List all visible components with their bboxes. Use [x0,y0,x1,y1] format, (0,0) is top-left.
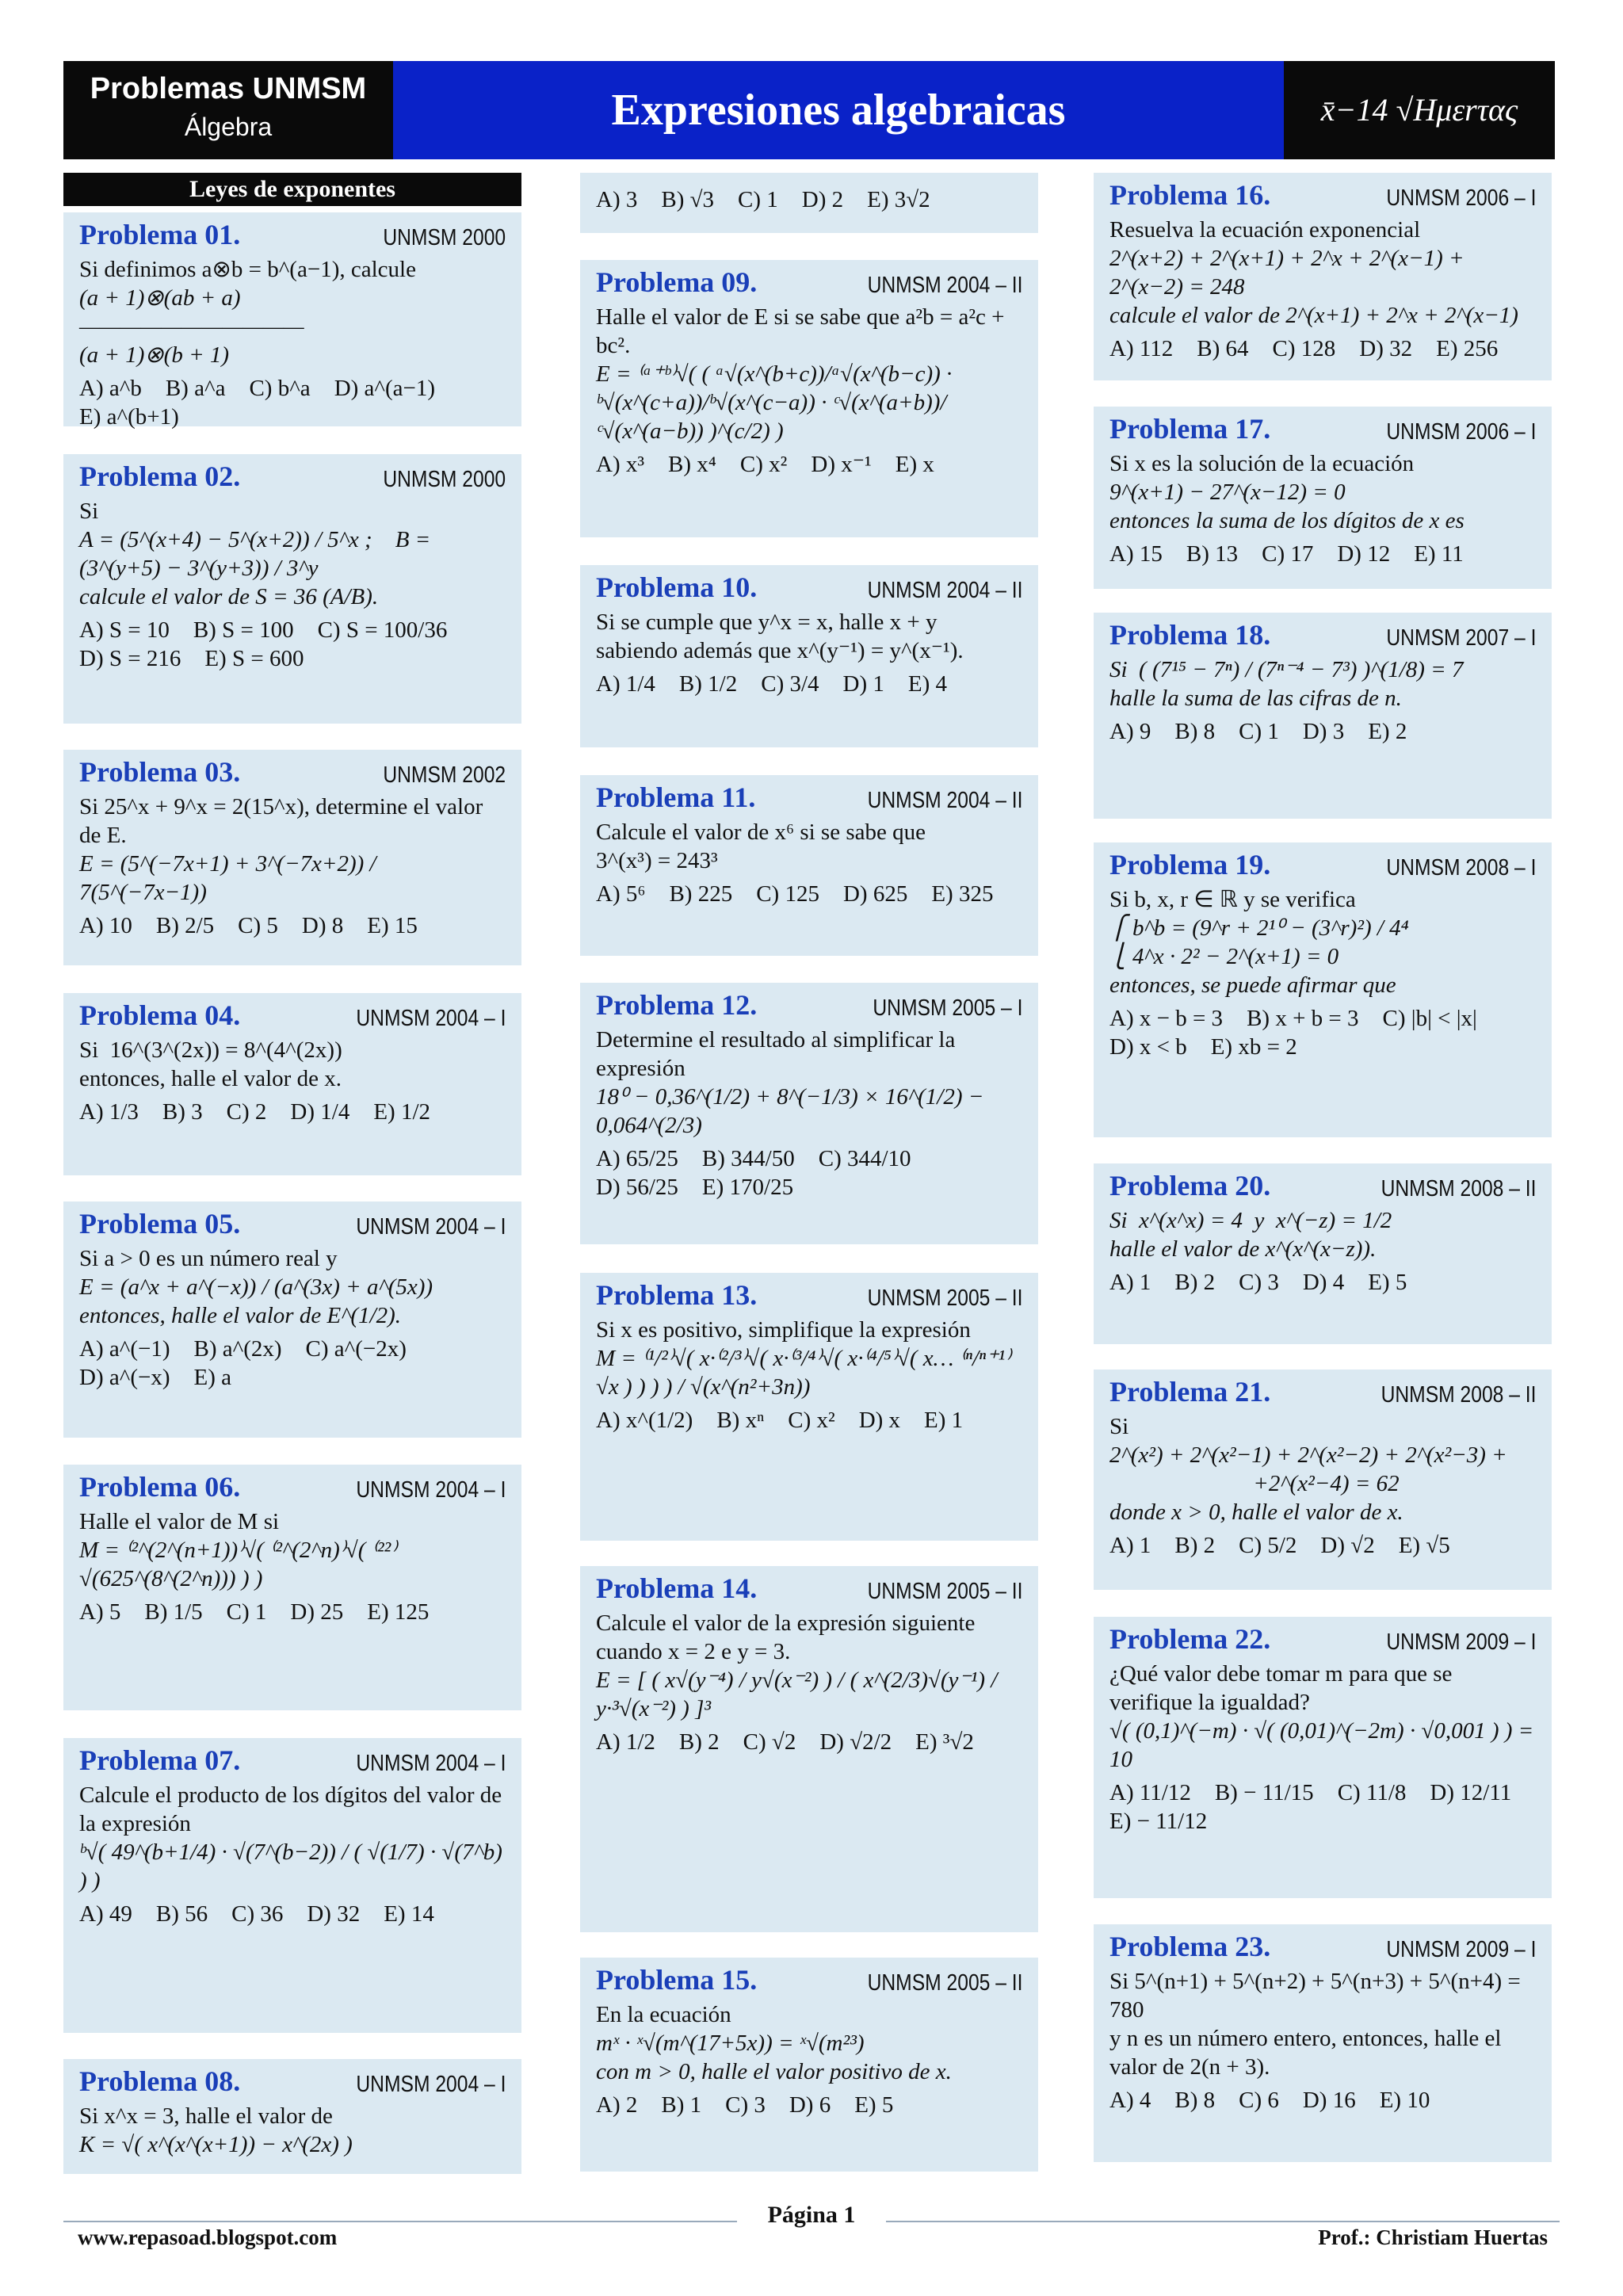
answer-option: A) S = 10 [79,617,170,643]
answer-options [596,1406,1022,1435]
problem-equation: 2^(x+2) + 2^(x+1) + 2^x + 2^(x−1) + 2^(x−2) = 248 calcule el valor de 2^(x+1) + 2^x + 2^(x−1) [1109,246,1518,328]
problem-box-02 [63,454,521,724]
problem-title: Problema 01. [79,219,241,250]
problem-source: UNMSM 2007 – I [1385,625,1536,651]
problem-header [1109,1377,1536,1412]
answer-option: B) 1/5 [144,1599,203,1625]
answer-option: D) 56/25 [596,1175,678,1200]
problem-source: UNMSM 2004 – II [867,788,1022,813]
problem-equation: 18⁰ − 0,36^(1/2) + 8^(−1/3) × 16^(1/2) − 0,064^(2/3) [596,1084,990,1138]
problem-statement: Si [79,499,99,524]
problem-source: UNMSM 2005 – II [867,1286,1022,1311]
answer-options [596,450,1022,479]
answer-option: C) |b| < |x| [1382,1006,1477,1031]
problem-title: Problema 13. [596,1279,758,1311]
problem-statement: En la ecuación [596,2002,731,2027]
answer-option: C) 1 [738,187,778,212]
answer-option: C) x² [739,452,788,477]
answer-options [79,1598,506,1626]
problem-header [79,2067,506,2102]
problem-source: UNMSM 2006 – I [1385,185,1536,211]
problem-statement: Si 5^(n+1) + 5^(n+2) + 5^(n+3) + 5^(n+4) = 780 y n es un número entero, entonces, halle el valor de 2(n + 3). [1109,1969,1521,2080]
answer-options [79,911,506,940]
problem-title: Problema 22. [1109,1623,1271,1655]
problem-box-01 [63,212,521,430]
problem-statement: ¿Qué valor debe tomar m para que se verifique la igualdad? [1109,1661,1458,1715]
answer-option: E) 325 [931,881,994,907]
problem-box-21 [1094,1370,1552,1590]
answer-option: D) x [858,1408,901,1433]
answer-option: C) a^(−2x) [305,1336,407,1362]
answer-options [1109,717,1536,746]
answer-options [596,1144,1022,1201]
problem-title: Problema 17. [1109,413,1271,445]
answer-option: B) x + b = 3 [1247,1006,1359,1031]
problem-header [79,462,506,497]
problem-equation: (a + 1)⊗(ab + a) ——————————— (a + 1)⊗(b + 1) [79,285,304,368]
answer-option: C) 1 [226,1599,267,1625]
problem-equation: Si ( (7¹⁵ − 7ⁿ) / (7ⁿ⁻⁴ − 7³) )^(1/8) = 7 halle la suma de las cifras de n. [1109,657,1464,711]
problem-equation: M = ⁽²^(2^(n+1))⁾√( ⁽²^(2^n)⁾√( ⁽²²⁾√(625^(8^(2^n))) ) ) [79,1538,397,1591]
answer-option: A) x³ [596,452,645,477]
problem-header [79,220,506,255]
problem-statement: Si 25^x + 9^x = 2(15^x), determine el valor de E. [79,794,489,848]
answer-options [79,1098,506,1126]
answer-option: C) 125 [756,881,819,907]
problem-title: Problema 10. [596,571,758,603]
header-subject: Álgebra [184,113,273,141]
answer-option: A) 1/4 [596,671,655,697]
answer-option: D) 25 [290,1599,344,1625]
answer-options [79,374,506,431]
answer-option: B) − 11/15 [1214,1780,1314,1805]
problem-header [79,1209,506,1244]
answer-option: D) x⁻¹ [811,452,872,477]
answer-options [596,185,1022,214]
problem-box-20 [1094,1163,1552,1344]
answer-options [1109,1778,1536,1836]
answer-option: D) 12 [1337,541,1391,567]
problem-statement: Calcule el valor de la expresión siguiente cuando x = 2 e y = 3. [596,1610,981,1664]
answer-option: D) √2/2 [819,1729,892,1755]
problem-source: UNMSM 2005 – II [867,1970,1022,1996]
problem-statement: Si a > 0 es un número real y [79,1246,338,1271]
answer-option: E) S = 600 [204,646,304,671]
problem-title: Problema 05. [79,1208,241,1240]
problem-source: UNMSM 2008 – II [1381,1382,1536,1408]
answer-options [79,616,506,673]
answer-option: C) x² [788,1408,835,1433]
answer-option: B) 13 [1186,541,1239,567]
answer-option: E) √5 [1398,1533,1450,1558]
answer-option: C) 1 [1239,719,1279,744]
problem-header [596,268,1022,303]
answer-option: B) a^(2x) [193,1336,282,1362]
answer-options [596,670,1022,698]
answer-option: E) 2 [1368,719,1407,744]
problem-equation: √( (0,1)^(−m) · √( (0,01)^(−2m) · √0,001 ) ) = 10 [1109,1718,1540,1772]
problem-source: UNMSM 2004 – I [355,1477,506,1503]
problem-box-06 [63,1465,521,1710]
answer-option: C) 2 [226,1099,267,1125]
answer-option: B) xⁿ [716,1408,765,1433]
problem-statement: Calcule el producto de los dígitos del valor de la expresión [79,1782,508,1836]
answer-option: D) a^(a−1) [334,376,436,401]
problem-source: UNMSM 2006 – I [1385,419,1536,445]
problem-equation: E = (a^x + a^(−x)) / (a^(3x) + a^(5x)) entonces, halle el valor de E^(1/2). [79,1274,433,1328]
answer-option: C) 5/2 [1239,1533,1297,1558]
answer-option: B) 8 [1174,719,1216,744]
answer-option: C) 11/8 [1337,1780,1407,1805]
answer-option: D) 1 [842,671,884,697]
answer-option: E) x [895,452,934,477]
answer-option: A) 1/2 [596,1729,655,1755]
answer-option: B) a^a [165,376,226,401]
answer-option: B) √3 [661,187,715,212]
problem-box-08 [63,2059,521,2174]
answer-option: A) 65/25 [596,1146,678,1171]
problem-title: Problema 03. [79,756,241,788]
problem-source: UNMSM 2005 – I [872,995,1022,1021]
problem-header [596,1574,1022,1609]
problem-source: UNMSM 2002 [383,762,506,788]
problem-header [1109,1932,1536,1967]
problem-title: Problema 14. [596,1572,758,1604]
answer-option: D) a^(−x) [79,1365,170,1390]
answer-option: E) 10 [1379,2088,1430,2113]
answer-option: D) 1/4 [290,1099,350,1125]
problem-equation: E = ⁽ᵃ⁺ᵇ⁾√( ( ᵃ√(x^(b+c))/ᵃ√(x^(b−c)) · ᵇ√(x^(c+a))/ᵇ√(x^(c−a)) · ᶜ√(x^(a+b))/ᶜ√(x^(a−b)) )^(c/2) ) [596,361,958,444]
problem-box-15 [580,1958,1038,2172]
answer-option: D) 8 [301,913,344,938]
answer-option: D) 6 [789,2092,831,2118]
answer-option: B) 344/50 [701,1146,795,1171]
problem-box-19 [1094,842,1552,1137]
answer-option: E) 4 [907,671,948,697]
page-number: Página 1 [767,2202,856,2228]
answer-option: D) 2 [801,187,844,212]
problem-source: UNMSM 2004 – I [355,1006,506,1031]
problem-title: Problema 16. [1109,179,1271,211]
header-left-block [63,61,393,159]
problem-header [1109,850,1536,885]
answer-option: A) a^(−1) [79,1336,170,1362]
answer-option: C) 6 [1239,2088,1279,2113]
problem-header [79,1473,506,1507]
problem-statement: Si x^x = 3, halle el valor de [79,2103,333,2129]
answer-option: E) 5 [854,2092,894,2118]
answer-option: E) 15 [367,913,418,938]
problem-title: Problema 02. [79,460,241,492]
problem-source: UNMSM 2004 – I [355,1751,506,1776]
problem-title: Problema 07. [79,1744,241,1776]
footer-author: Prof.: Christiam Huertas [1318,2225,1548,2249]
answer-option: A) 4 [1109,2088,1151,2113]
answer-option: E) 3√2 [867,187,930,212]
answer-option: B) 64 [1197,336,1249,361]
answer-option: A) 3 [596,187,638,212]
answer-options [1109,1268,1536,1297]
problem-title: Problema 11. [596,781,756,813]
answer-option: E) a [193,1365,231,1390]
problem-header [79,758,506,793]
problem-source: UNMSM 2004 – I [355,2072,506,2097]
problem-title: Problema 21. [1109,1376,1271,1408]
answer-option: D) 625 [842,881,908,907]
problem-statement: Calcule el valor de x⁶ si se sabe que 3^(x³) = 243³ [596,819,926,873]
section-title: Leyes de exponentes [63,173,521,206]
answer-option: A) 5 [79,1599,121,1625]
problem-box-07 [63,1738,521,2033]
answer-option: C) S = 100/36 [317,617,448,643]
problem-box-10 [580,565,1038,747]
problem-source: UNMSM 2009 – I [1385,1629,1536,1655]
answer-options [596,2091,1022,2119]
answer-option: C) b^a [249,376,311,401]
answer-option: A) 15 [1109,541,1163,567]
problem-box-11 [580,775,1038,956]
answer-options [596,880,1022,908]
answer-option: A) 11/12 [1109,1780,1191,1805]
problem-header [596,991,1022,1026]
problem-title: Problema 23. [1109,1931,1271,1962]
answer-option: D) 16 [1302,2088,1356,2113]
answer-options [79,1900,506,1928]
answer-option: C) 3/4 [761,671,819,697]
answer-options [1109,540,1536,568]
problem-header [1109,1171,1536,1206]
answer-option: E) 1 [924,1408,964,1433]
problem-box-12 [580,983,1038,1244]
problem-statement: Si x es la solución de la ecuación [1109,451,1415,476]
problem-title: Problema 06. [79,1471,241,1503]
problem-title: Problema 15. [596,1964,758,1996]
answer-option: E) 125 [367,1599,430,1625]
problem-box-14 [580,1566,1038,1932]
answer-option: C) 344/10 [818,1146,911,1171]
problem-source: UNMSM 2008 – I [1385,855,1536,881]
answer-option: B) 225 [669,881,733,907]
answer-option: E) ³√2 [915,1729,974,1755]
problem-box-17 [1094,407,1552,589]
answer-option: B) 2/5 [155,913,215,938]
header-main-title: Expresiones algebraicas [393,61,1284,159]
problem-box-05 [63,1201,521,1438]
answer-option: E) 1/2 [373,1099,431,1125]
answer-options [79,1335,506,1392]
answer-option: D) 32 [1359,336,1413,361]
answer-option: A) 1 [1109,1533,1151,1558]
answer-option: B) S = 100 [193,617,294,643]
problem-box-16 [1094,173,1552,380]
problem-header [1109,1625,1536,1660]
answer-option: E) 256 [1436,336,1499,361]
problem-equation: ᵇ√( 49^(b+1/4) · √(7^(b−2)) / ( √(1/7) · √(7^b) ) ) [79,1839,509,1893]
answer-option: A) 112 [1109,336,1174,361]
problem-statement: Si se cumple que y^x = x, halle x + y sabiendo además que x^(y⁻¹) = y^(x⁻¹). [596,609,964,663]
answer-option: D) S = 216 [79,646,181,671]
problem-title: Problema 12. [596,989,758,1021]
answer-option: B) 56 [155,1901,208,1927]
answer-option: D) 12/11 [1430,1780,1512,1805]
answer-option: A) x − b = 3 [1109,1006,1224,1031]
problem-source: UNMSM 2004 – I [355,1214,506,1240]
answer-options [1109,334,1536,363]
answer-option: A) a^b [79,376,142,401]
problem-header [79,1001,506,1036]
problem-equation: E = (5^(−7x+1) + 3^(−7x+2)) / 7(5^(−7x−1)) [79,851,382,905]
problem-box-18 [1094,613,1552,819]
problem-header [1109,415,1536,449]
answer-options [1109,2086,1536,2115]
problem-box-08-options [580,173,1038,233]
answer-option: B) 2 [1174,1270,1216,1295]
problem-source: UNMSM 2005 – II [867,1579,1022,1604]
problem-header [596,573,1022,608]
answer-option: E) 14 [384,1901,434,1927]
problem-statement: Halle el valor de M si [79,1509,280,1534]
answer-option: E) − 11/12 [1109,1809,1208,1834]
problem-statement: Si definimos a⊗b = b^(a−1), calcule [79,257,416,282]
answer-option: A) 1/3 [79,1099,139,1125]
problem-title: Problema 08. [79,2065,241,2097]
problem-header [79,1746,506,1781]
answer-options [596,1728,1022,1756]
problem-header [1109,181,1536,216]
answer-option: E) 11 [1414,541,1464,567]
problem-statement: Determine el resultado al simplificar la expresión [596,1027,961,1081]
answer-option: C) √2 [743,1729,796,1755]
problem-header [596,1281,1022,1316]
problem-box-09 [580,260,1038,537]
answer-options [1109,1531,1536,1560]
problem-source: UNMSM 2008 – II [1381,1176,1536,1201]
problem-box-04 [63,993,521,1175]
problem-title: Problema 09. [596,266,758,298]
answer-option: E) 5 [1368,1270,1407,1295]
problem-header [596,783,1022,818]
answer-option: B) 1 [661,2092,702,2118]
problem-statement: Halle el valor de E si se sabe que a²b = a²c + bc². [596,304,1010,358]
answer-option: C) 128 [1272,336,1336,361]
answer-option: A) x^(1/2) [596,1408,693,1433]
answer-option: D) 4 [1302,1270,1345,1295]
problem-title: Problema 18. [1109,619,1271,651]
answer-option: A) 1 [1109,1270,1151,1295]
problem-source: UNMSM 2000 [383,467,506,492]
problem-equation: K = √( x^(x^(x+1)) − x^(2x) ) [79,2132,353,2157]
answer-option: D) √2 [1320,1533,1375,1558]
problem-equation: A = (5^(x+4) − 5^(x+2)) / 5^x ; B = (3^(y+5) − 3^(y+3)) / 3^y calcule el valor de S = 36 (A/B). [79,527,431,609]
answer-option: E) 170/25 [701,1175,794,1200]
footer-site: www.repasoad.blogspot.com [78,2225,338,2249]
problem-box-13 [580,1273,1038,1541]
problem-statement: Si [1109,1414,1129,1439]
problem-box-22 [1094,1617,1552,1898]
answer-option: C) 36 [231,1901,284,1927]
problem-title: Problema 19. [1109,849,1271,881]
answer-option: B) 3 [162,1099,203,1125]
problem-equation: Si x^(x^x) = 4 y x^(−z) = 1/2 halle el valor de x^(x^(x−z)). [1109,1208,1392,1262]
answer-option: B) x⁴ [668,452,716,477]
problem-source: UNMSM 2004 – II [867,273,1022,298]
answer-option: C) 3 [725,2092,766,2118]
problem-box-23 [1094,1924,1552,2162]
answer-option: C) 3 [1239,1270,1279,1295]
answer-option: A) 49 [79,1901,132,1927]
problem-source: UNMSM 2009 – I [1385,1937,1536,1962]
problem-equation: M = ⁽¹/²⁾√( x·⁽²/³⁾√( x·⁽³/⁴⁾√( x·⁽⁴/⁵⁾√( x… ⁽ⁿ/ⁿ⁺¹⁾√x ) ) ) ) / √(x^(n²+3n)) [596,1346,1011,1400]
answer-option: D) x < b [1109,1034,1187,1060]
answer-option: D) 32 [307,1901,361,1927]
answer-option: C) 17 [1262,541,1314,567]
problem-source: UNMSM 2000 [383,225,506,250]
answer-option: A) 2 [596,2092,638,2118]
problem-source: UNMSM 2004 – II [867,578,1022,603]
answer-option: A) 9 [1109,719,1151,744]
problem-equation: E = [ ( x√(y⁻⁴) / y√(x⁻²) ) / ( x^(2/3)√(y⁻¹) / y·³√(x⁻²) ) ]³ [596,1668,1003,1721]
problem-box-03 [63,750,521,965]
answer-option: A) 10 [79,913,132,938]
page-header [63,61,1555,159]
problem-title: Problema 04. [79,999,241,1031]
header-logo: x̄−14 √Ημεrτας [1284,61,1555,159]
answer-option: C) 5 [238,913,278,938]
problem-statement: Si x es positivo, simplifique la expresión [596,1317,971,1343]
answer-option: B) 2 [678,1729,720,1755]
problem-equation: mˣ · ˣ√(m^(17+5x)) = ˣ√(m²³) con m > 0, halle el valor positivo de x. [596,2030,952,2084]
problem-header [1109,621,1536,655]
problem-statement: Si b, x, r ∈ ℝ y se verifica [1109,887,1356,912]
problem-title: Problema 20. [1109,1170,1271,1201]
answer-option: B) 1/2 [678,671,738,697]
problem-equation: 9^(x+1) − 27^(x−12) = 0 entonces la suma de los dígitos de x es [1109,479,1465,533]
problem-statement: Si 16^(3^(2x)) = 8^(4^(2x)) entonces, halle el valor de x. [79,1037,342,1091]
answer-option: E) xb = 2 [1210,1034,1297,1060]
answer-option: D) 3 [1302,719,1345,744]
answer-option: A) 5⁶ [596,881,646,907]
answer-option: B) 2 [1174,1533,1216,1558]
problem-equation: 2^(x²) + 2^(x²−1) + 2^(x²−2) + 2^(x²−3) + +2^(x²−4) = 62 donde x > 0, halle el valor de x. [1109,1442,1507,1525]
problem-equation: ⎧ b^b = (9^r + 2¹⁰ − (3^r)²) / 4⁴ ⎩ 4^x · 2² − 2^(x+1) = 0 entonces, se puede afirmar que [1109,915,1409,998]
header-course-title: Problemas UNMSM [90,72,367,105]
answer-options [1109,1004,1536,1061]
answer-option: B) 8 [1174,2088,1216,2113]
problem-statement: Resuelva la ecuación exponencial [1109,217,1421,243]
problem-header [596,1966,1022,2000]
answer-option: E) a^(b+1) [79,404,179,430]
